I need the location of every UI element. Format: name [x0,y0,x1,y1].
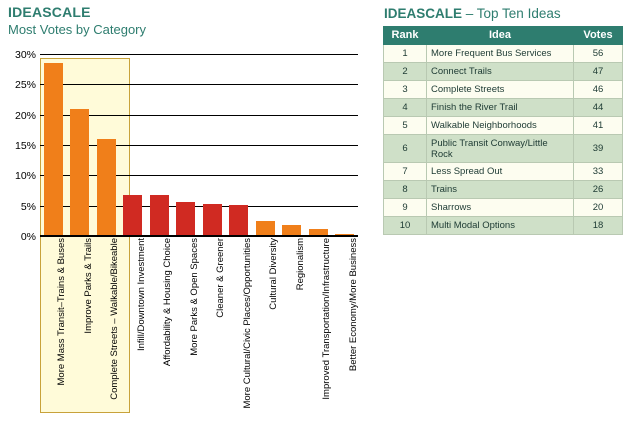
cell-rank: 9 [384,199,427,217]
table-row [384,217,623,235]
cell-votes: 26 [574,181,623,199]
x-axis-category-label: Infill/Downtown Investment [135,238,147,351]
cell-idea: Sharrows [427,199,574,217]
cell-rank: 7 [384,163,427,181]
bar [123,195,142,236]
cell-votes: 46 [574,81,623,99]
x-axis [40,235,358,236]
x-axis-category-label: Complete Streets – Walkable/Bikeable [109,238,121,400]
x-axis-category-label: Improve Parks & Trails [82,238,94,334]
table-row [384,199,623,217]
cell-rank: 1 [384,45,427,63]
bar [97,139,116,236]
top-ten-ideas-table [383,26,623,235]
column-header-rank: Rank [384,27,427,45]
cell-rank: 10 [384,217,427,235]
table-header-row [384,27,623,45]
y-axis-tick-label: 5% [20,200,36,213]
x-axis-category-label: Cleaner & Greener [215,238,227,318]
y-axis-tick-label: 25% [14,79,36,92]
cell-votes: 41 [574,117,623,135]
gridline [20,231,358,243]
chart-title: Most Votes by Category [8,22,147,37]
x-axis-category-label: More Parks & Open Spaces [188,238,200,356]
bar [44,63,63,236]
x-axis-category-label: More Cultural/Civic Places/Opportunities [241,238,253,409]
cell-rank: 5 [384,117,427,135]
bar [256,221,275,236]
cell-idea: Public Transit Conway/Little Rock [427,135,574,163]
cell-votes: 33 [574,163,623,181]
bar [229,205,248,236]
cell-votes: 47 [574,63,623,81]
table-row [384,117,623,135]
table-row [384,45,623,63]
cell-votes: 20 [574,199,623,217]
cell-idea: Finish the River Trail [427,99,574,117]
cell-rank: 4 [384,99,427,117]
table-row [384,63,623,81]
cell-idea: Connect Trails [427,63,574,81]
bar [70,109,89,236]
chart-plot-area [14,49,358,243]
table-row [384,81,623,99]
column-header-idea: Idea [427,27,574,45]
cell-rank: 6 [384,135,427,163]
bar [176,202,195,236]
table-row [384,135,623,163]
cell-rank: 3 [384,81,427,99]
category-labels [40,238,358,428]
cell-idea: More Frequent Bus Services [427,45,574,63]
column-header-votes: Votes [574,27,623,45]
y-axis-tick-label: 15% [14,140,36,152]
table-row [384,181,623,199]
bar [203,204,222,236]
cell-idea: Trains [427,181,574,199]
cell-rank: 8 [384,181,427,199]
table-title [384,6,561,21]
cell-votes: 18 [574,217,623,235]
y-axis-tick-label: 10% [14,170,36,183]
y-axis-tick-label: 30% [14,49,36,61]
cell-idea: Complete Streets [427,81,574,99]
cell-idea: Walkable Neighborhoods [427,117,574,135]
table-body [384,45,623,235]
ideascale-logo-left: IDEASCALE [8,4,91,20]
ideascale-logo-right: IDEASCALE [384,6,463,21]
cell-votes: 44 [574,99,623,117]
table-title-rest: – Top Ten Ideas [462,6,561,21]
x-axis-category-label: Better Economy/More Business [347,238,359,372]
x-axis-category-label: Cultural Diversity [268,238,280,310]
cell-votes: 39 [574,135,623,163]
bar [150,195,169,236]
cell-idea: Multi Modal Options [427,217,574,235]
y-axis-tick-label: 20% [14,109,36,122]
x-axis-category-label: Improved Transportation/Infrastructure [321,238,333,400]
x-axis-category-label: Regionalism [294,238,306,291]
cell-idea: Less Spread Out [427,163,574,181]
x-axis-category-label: Affordability & Housing Choice [162,238,174,367]
top-ten-table-panel [383,0,623,260]
table-row [384,99,623,117]
cell-votes: 56 [574,45,623,63]
x-axis-category-label: More Mass Transit–Trains & Buses [56,238,68,386]
table-row [384,163,623,181]
y-axis-tick-label: 0% [20,231,36,243]
cell-rank: 2 [384,63,427,81]
bar-series [40,54,358,236]
table-header [384,27,623,45]
